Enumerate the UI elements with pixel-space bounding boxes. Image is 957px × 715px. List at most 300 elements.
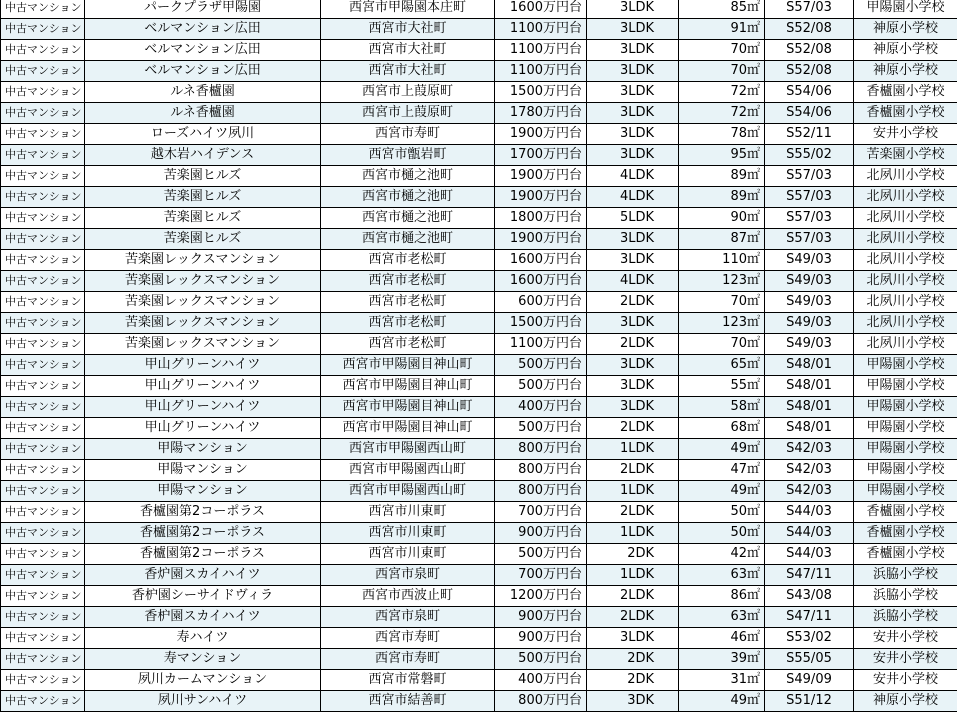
price-cell: 700万円台 (495, 502, 587, 523)
built-date-cell: S52/08 (765, 19, 854, 40)
property-type-cell: 中古マンション (1, 334, 85, 355)
school-cell: 北夙川小学校 (854, 187, 957, 208)
school-cell: 安井小学校 (854, 649, 957, 670)
address-cell: 西宮市寿町 (321, 649, 495, 670)
layout-cell: 3LDK (587, 229, 679, 250)
built-date-cell: S47/11 (765, 565, 854, 586)
property-type-cell: 中古マンション (1, 418, 85, 439)
area-cell: 50㎡ (679, 523, 765, 544)
built-date-cell: S57/03 (765, 187, 854, 208)
price-cell: 1900万円台 (495, 187, 587, 208)
building-name-cell: 苦楽園ヒルズ (85, 166, 321, 187)
price-cell: 500万円台 (495, 544, 587, 565)
table-row (1, 376, 957, 397)
built-date-cell: S51/12 (765, 691, 854, 712)
property-type-cell: 中古マンション (1, 586, 85, 607)
area-cell: 123㎡ (679, 271, 765, 292)
built-date-cell: S48/01 (765, 397, 854, 418)
table-row (1, 691, 957, 712)
built-date-cell: S48/01 (765, 418, 854, 439)
layout-cell: 3LDK (587, 376, 679, 397)
layout-cell: 2LDK (587, 460, 679, 481)
built-date-cell: S49/09 (765, 670, 854, 691)
built-date-cell: S54/06 (765, 82, 854, 103)
price-cell: 1100万円台 (495, 19, 587, 40)
school-cell: 安井小学校 (854, 628, 957, 649)
layout-cell: 3LDK (587, 19, 679, 40)
price-cell: 1600万円台 (495, 0, 587, 19)
address-cell: 西宮市老松町 (321, 250, 495, 271)
price-cell: 1900万円台 (495, 124, 587, 145)
area-cell: 91㎡ (679, 19, 765, 40)
address-cell: 西宮市甲陽園目神山町 (321, 355, 495, 376)
property-type-cell: 中古マンション (1, 61, 85, 82)
price-cell: 1100万円台 (495, 61, 587, 82)
address-cell: 西宮市樋之池町 (321, 187, 495, 208)
table-row (1, 292, 957, 313)
price-cell: 1780万円台 (495, 103, 587, 124)
building-name-cell: ルネ香櫨園 (85, 103, 321, 124)
table-row (1, 82, 957, 103)
area-cell: 42㎡ (679, 544, 765, 565)
price-cell: 1200万円台 (495, 586, 587, 607)
layout-cell: 4LDK (587, 166, 679, 187)
building-name-cell: 甲陽マンション (85, 439, 321, 460)
table-row (1, 481, 957, 502)
layout-cell: 3LDK (587, 124, 679, 145)
layout-cell: 2LDK (587, 586, 679, 607)
address-cell: 西宮市樋之池町 (321, 229, 495, 250)
property-type-cell: 中古マンション (1, 460, 85, 481)
price-cell: 900万円台 (495, 628, 587, 649)
area-cell: 63㎡ (679, 565, 765, 586)
address-cell: 西宮市老松町 (321, 313, 495, 334)
layout-cell: 1LDK (587, 481, 679, 502)
school-cell: 甲陽園小学校 (854, 460, 957, 481)
area-cell: 95㎡ (679, 145, 765, 166)
school-cell: 北夙川小学校 (854, 208, 957, 229)
address-cell: 西宮市甲陽園目神山町 (321, 376, 495, 397)
school-cell: 甲陽園小学校 (854, 481, 957, 502)
school-cell: 北夙川小学校 (854, 313, 957, 334)
table-row (1, 187, 957, 208)
built-date-cell: S53/02 (765, 628, 854, 649)
address-cell: 西宮市甲陽園西山町 (321, 460, 495, 481)
school-cell: 香櫨園小学校 (854, 523, 957, 544)
built-date-cell: S55/02 (765, 145, 854, 166)
layout-cell: 3LDK (587, 61, 679, 82)
address-cell: 西宮市川東町 (321, 544, 495, 565)
property-type-cell: 中古マンション (1, 313, 85, 334)
layout-cell: 4LDK (587, 271, 679, 292)
layout-cell: 4LDK (587, 187, 679, 208)
built-date-cell: S52/11 (765, 124, 854, 145)
property-type-cell: 中古マンション (1, 208, 85, 229)
building-name-cell: 甲山グリーンハイツ (85, 376, 321, 397)
table-row (1, 40, 957, 61)
building-name-cell: 苦楽園レックスマンション (85, 292, 321, 313)
table-row (1, 607, 957, 628)
property-type-cell: 中古マンション (1, 607, 85, 628)
area-cell: 47㎡ (679, 460, 765, 481)
built-date-cell: S57/03 (765, 229, 854, 250)
table-row (1, 544, 957, 565)
table-row (1, 124, 957, 145)
price-cell: 1500万円台 (495, 82, 587, 103)
school-cell: 甲陽園小学校 (854, 0, 957, 19)
address-cell: 西宮市川東町 (321, 523, 495, 544)
price-cell: 600万円台 (495, 292, 587, 313)
area-cell: 85㎡ (679, 0, 765, 19)
building-name-cell: 甲山グリーンハイツ (85, 355, 321, 376)
table-row (1, 502, 957, 523)
table-body (1, 0, 957, 712)
built-date-cell: S48/01 (765, 376, 854, 397)
table-row (1, 103, 957, 124)
layout-cell: 2DK (587, 670, 679, 691)
area-cell: 55㎡ (679, 376, 765, 397)
address-cell: 西宮市川東町 (321, 502, 495, 523)
property-type-cell: 中古マンション (1, 145, 85, 166)
area-cell: 68㎡ (679, 418, 765, 439)
built-date-cell: S49/03 (765, 271, 854, 292)
table-row (1, 334, 957, 355)
price-cell: 1600万円台 (495, 271, 587, 292)
property-type-cell: 中古マンション (1, 19, 85, 40)
address-cell: 西宮市樋之池町 (321, 208, 495, 229)
building-name-cell: パークプラザ甲陽園 (85, 0, 321, 19)
area-cell: 89㎡ (679, 166, 765, 187)
address-cell: 西宮市結善町 (321, 691, 495, 712)
area-cell: 58㎡ (679, 397, 765, 418)
address-cell: 西宮市甲陽園目神山町 (321, 397, 495, 418)
price-cell: 1100万円台 (495, 334, 587, 355)
area-cell: 90㎡ (679, 208, 765, 229)
address-cell: 西宮市甲陽園西山町 (321, 481, 495, 502)
school-cell: 神原小学校 (854, 40, 957, 61)
table-row (1, 397, 957, 418)
property-type-cell: 中古マンション (1, 187, 85, 208)
property-type-cell: 中古マンション (1, 628, 85, 649)
price-cell: 800万円台 (495, 439, 587, 460)
table-row (1, 670, 957, 691)
address-cell: 西宮市上葭原町 (321, 82, 495, 103)
price-cell: 900万円台 (495, 523, 587, 544)
price-cell: 400万円台 (495, 670, 587, 691)
layout-cell: 3LDK (587, 628, 679, 649)
layout-cell: 3LDK (587, 250, 679, 271)
price-cell: 500万円台 (495, 649, 587, 670)
building-name-cell: 香枦園シーサイドヴィラ (85, 586, 321, 607)
area-cell: 63㎡ (679, 607, 765, 628)
school-cell: 北夙川小学校 (854, 292, 957, 313)
layout-cell: 3LDK (587, 313, 679, 334)
property-type-cell: 中古マンション (1, 439, 85, 460)
building-name-cell: 甲山グリーンハイツ (85, 418, 321, 439)
layout-cell: 3LDK (587, 145, 679, 166)
building-name-cell: 甲陽マンション (85, 460, 321, 481)
building-name-cell: 寿マンション (85, 649, 321, 670)
building-name-cell: 苦楽園ヒルズ (85, 187, 321, 208)
school-cell: 北夙川小学校 (854, 229, 957, 250)
built-date-cell: S42/03 (765, 439, 854, 460)
building-name-cell: 香炉園スカイハイツ (85, 565, 321, 586)
price-cell: 400万円台 (495, 397, 587, 418)
building-name-cell: 寿ハイツ (85, 628, 321, 649)
table-row (1, 208, 957, 229)
area-cell: 49㎡ (679, 481, 765, 502)
address-cell: 西宮市大社町 (321, 19, 495, 40)
layout-cell: 2DK (587, 544, 679, 565)
table-row (1, 271, 957, 292)
property-type-cell: 中古マンション (1, 0, 85, 19)
property-type-cell: 中古マンション (1, 544, 85, 565)
built-date-cell: S42/03 (765, 481, 854, 502)
area-cell: 89㎡ (679, 187, 765, 208)
layout-cell: 3LDK (587, 103, 679, 124)
property-type-cell: 中古マンション (1, 103, 85, 124)
built-date-cell: S42/03 (765, 460, 854, 481)
built-date-cell: S57/03 (765, 208, 854, 229)
layout-cell: 2LDK (587, 334, 679, 355)
price-cell: 500万円台 (495, 355, 587, 376)
address-cell: 西宮市甲陽園西山町 (321, 439, 495, 460)
layout-cell: 5LDK (587, 208, 679, 229)
table-row (1, 145, 957, 166)
layout-cell: 2LDK (587, 418, 679, 439)
building-name-cell: 夙川サンハイツ (85, 691, 321, 712)
school-cell: 香櫨園小学校 (854, 502, 957, 523)
address-cell: 西宮市甲陽園目神山町 (321, 418, 495, 439)
table-row (1, 586, 957, 607)
built-date-cell: S49/03 (765, 292, 854, 313)
price-cell: 1800万円台 (495, 208, 587, 229)
area-cell: 72㎡ (679, 82, 765, 103)
building-name-cell: 苦楽園ヒルズ (85, 208, 321, 229)
property-type-cell: 中古マンション (1, 40, 85, 61)
table-row (1, 628, 957, 649)
school-cell: 香櫨園小学校 (854, 82, 957, 103)
school-cell: 香櫨園小学校 (854, 103, 957, 124)
price-cell: 1600万円台 (495, 250, 587, 271)
built-date-cell: S44/03 (765, 544, 854, 565)
area-cell: 70㎡ (679, 292, 765, 313)
layout-cell: 2LDK (587, 292, 679, 313)
built-date-cell: S44/03 (765, 502, 854, 523)
price-cell: 1900万円台 (495, 166, 587, 187)
table-row (1, 460, 957, 481)
address-cell: 西宮市寿町 (321, 628, 495, 649)
table-row (1, 19, 957, 40)
address-cell: 西宮市老松町 (321, 271, 495, 292)
property-type-cell: 中古マンション (1, 229, 85, 250)
table-row (1, 166, 957, 187)
price-cell: 1900万円台 (495, 229, 587, 250)
building-name-cell: 苦楽園レックスマンション (85, 250, 321, 271)
table-row (1, 313, 957, 334)
price-cell: 700万円台 (495, 565, 587, 586)
table-row (1, 0, 957, 19)
school-cell: 神原小学校 (854, 19, 957, 40)
area-cell: 123㎡ (679, 313, 765, 334)
building-name-cell: 苦楽園ヒルズ (85, 229, 321, 250)
price-cell: 800万円台 (495, 481, 587, 502)
building-name-cell: 苦楽園レックスマンション (85, 271, 321, 292)
building-name-cell: ローズハイツ夙川 (85, 124, 321, 145)
address-cell: 西宮市老松町 (321, 334, 495, 355)
property-type-cell: 中古マンション (1, 649, 85, 670)
school-cell: 浜脇小学校 (854, 565, 957, 586)
building-name-cell: 香櫨園第2コーポラス (85, 523, 321, 544)
area-cell: 72㎡ (679, 103, 765, 124)
school-cell: 甲陽園小学校 (854, 397, 957, 418)
table-row (1, 649, 957, 670)
school-cell: 北夙川小学校 (854, 334, 957, 355)
building-name-cell: 苦楽園レックスマンション (85, 313, 321, 334)
property-type-cell: 中古マンション (1, 271, 85, 292)
school-cell: 浜脇小学校 (854, 607, 957, 628)
layout-cell: 3LDK (587, 397, 679, 418)
area-cell: 86㎡ (679, 586, 765, 607)
property-type-cell: 中古マンション (1, 292, 85, 313)
school-cell: 甲陽園小学校 (854, 418, 957, 439)
area-cell: 46㎡ (679, 628, 765, 649)
built-date-cell: S54/06 (765, 103, 854, 124)
built-date-cell: S49/03 (765, 334, 854, 355)
property-type-cell: 中古マンション (1, 565, 85, 586)
property-type-cell: 中古マンション (1, 523, 85, 544)
school-cell: 安井小学校 (854, 670, 957, 691)
layout-cell: 3LDK (587, 82, 679, 103)
built-date-cell: S44/03 (765, 523, 854, 544)
layout-cell: 3LDK (587, 355, 679, 376)
property-type-cell: 中古マンション (1, 481, 85, 502)
table-row (1, 355, 957, 376)
price-cell: 1700万円台 (495, 145, 587, 166)
property-type-cell: 中古マンション (1, 397, 85, 418)
address-cell: 西宮市大社町 (321, 40, 495, 61)
built-date-cell: S55/05 (765, 649, 854, 670)
layout-cell: 3DK (587, 691, 679, 712)
property-type-cell: 中古マンション (1, 502, 85, 523)
school-cell: 甲陽園小学校 (854, 376, 957, 397)
school-cell: 甲陽園小学校 (854, 355, 957, 376)
school-cell: 香櫨園小学校 (854, 544, 957, 565)
area-cell: 110㎡ (679, 250, 765, 271)
school-cell: 甲陽園小学校 (854, 439, 957, 460)
building-name-cell: ベルマンション広田 (85, 19, 321, 40)
price-cell: 500万円台 (495, 376, 587, 397)
price-cell: 1500万円台 (495, 313, 587, 334)
school-cell: 安井小学校 (854, 124, 957, 145)
built-date-cell: S47/11 (765, 607, 854, 628)
building-name-cell: 香櫨園第2コーポラス (85, 502, 321, 523)
built-date-cell: S43/08 (765, 586, 854, 607)
address-cell: 西宮市甑岩町 (321, 145, 495, 166)
address-cell: 西宮市泉町 (321, 565, 495, 586)
built-date-cell: S49/03 (765, 313, 854, 334)
area-cell: 70㎡ (679, 61, 765, 82)
table-row (1, 523, 957, 544)
school-cell: 浜脇小学校 (854, 586, 957, 607)
table-row (1, 439, 957, 460)
building-name-cell: ベルマンション広田 (85, 40, 321, 61)
built-date-cell: S48/01 (765, 355, 854, 376)
school-cell: 苦楽園小学校 (854, 145, 957, 166)
school-cell: 北夙川小学校 (854, 166, 957, 187)
school-cell: 神原小学校 (854, 691, 957, 712)
building-name-cell: ルネ香櫨園 (85, 82, 321, 103)
building-name-cell: 香枦園スカイハイツ (85, 607, 321, 628)
property-type-cell: 中古マンション (1, 124, 85, 145)
property-type-cell: 中古マンション (1, 355, 85, 376)
area-cell: 49㎡ (679, 439, 765, 460)
built-date-cell: S57/03 (765, 0, 854, 19)
layout-cell: 1LDK (587, 439, 679, 460)
layout-cell: 3LDK (587, 0, 679, 19)
building-name-cell: 甲陽マンション (85, 481, 321, 502)
table-row (1, 61, 957, 82)
table-row (1, 418, 957, 439)
layout-cell: 2DK (587, 649, 679, 670)
price-cell: 500万円台 (495, 418, 587, 439)
school-cell: 神原小学校 (854, 61, 957, 82)
building-name-cell: 香櫨園第2コーポラス (85, 544, 321, 565)
building-name-cell: 甲山グリーンハイツ (85, 397, 321, 418)
address-cell: 西宮市西波止町 (321, 586, 495, 607)
area-cell: 87㎡ (679, 229, 765, 250)
layout-cell: 2LDK (587, 502, 679, 523)
built-date-cell: S49/03 (765, 250, 854, 271)
price-cell: 800万円台 (495, 691, 587, 712)
property-type-cell: 中古マンション (1, 376, 85, 397)
school-cell: 北夙川小学校 (854, 250, 957, 271)
price-cell: 900万円台 (495, 607, 587, 628)
table-row (1, 250, 957, 271)
layout-cell: 1LDK (587, 565, 679, 586)
building-name-cell: ベルマンション広田 (85, 61, 321, 82)
layout-cell: 2LDK (587, 607, 679, 628)
address-cell: 西宮市泉町 (321, 607, 495, 628)
price-cell: 800万円台 (495, 460, 587, 481)
address-cell: 西宮市寿町 (321, 124, 495, 145)
building-name-cell: 苦楽園レックスマンション (85, 334, 321, 355)
built-date-cell: S52/08 (765, 40, 854, 61)
price-cell: 1100万円台 (495, 40, 587, 61)
area-cell: 31㎡ (679, 670, 765, 691)
area-cell: 78㎡ (679, 124, 765, 145)
address-cell: 西宮市老松町 (321, 292, 495, 313)
school-cell: 北夙川小学校 (854, 271, 957, 292)
property-type-cell: 中古マンション (1, 250, 85, 271)
layout-cell: 3LDK (587, 40, 679, 61)
address-cell: 西宮市樋之池町 (321, 166, 495, 187)
layout-cell: 1LDK (587, 523, 679, 544)
property-type-cell: 中古マンション (1, 166, 85, 187)
area-cell: 49㎡ (679, 691, 765, 712)
table-row (1, 229, 957, 250)
area-cell: 70㎡ (679, 334, 765, 355)
property-type-cell: 中古マンション (1, 670, 85, 691)
area-cell: 50㎡ (679, 502, 765, 523)
property-type-cell: 中古マンション (1, 82, 85, 103)
area-cell: 65㎡ (679, 355, 765, 376)
building-name-cell: 越木岩ハイデンス (85, 145, 321, 166)
table-row (1, 565, 957, 586)
area-cell: 70㎡ (679, 40, 765, 61)
address-cell: 西宮市上葭原町 (321, 103, 495, 124)
address-cell: 西宮市大社町 (321, 61, 495, 82)
